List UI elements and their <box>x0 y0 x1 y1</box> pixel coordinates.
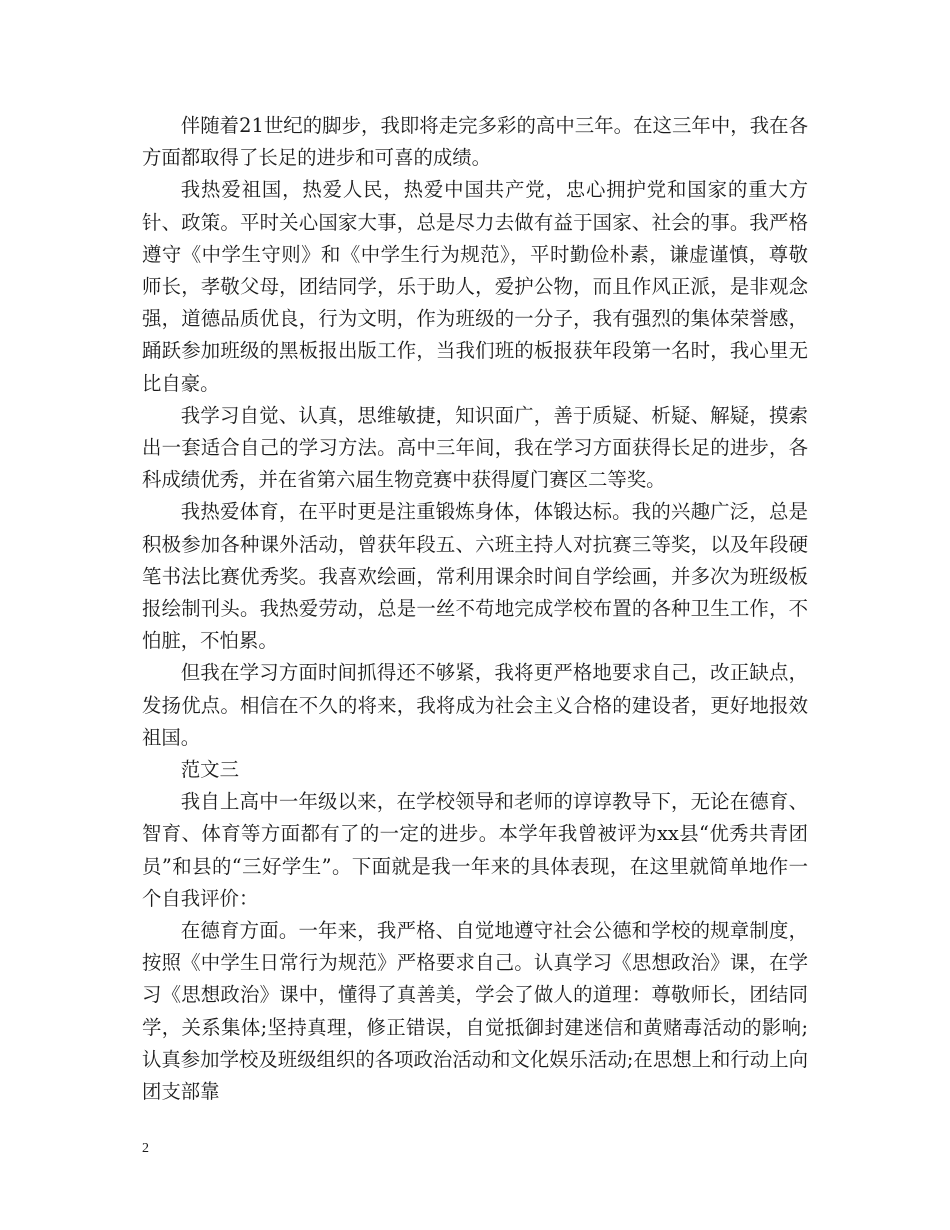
page-number: 2 <box>142 1141 149 1156</box>
paragraph: 但我在学习方面时间抓得还不够紧，我将更严格地要求自己，改正缺点，发扬优点。相信在不久的将来，我将成为社会主义合格的建设者，更好地报效祖国。 <box>142 661 808 749</box>
paragraph: 我热爱体育，在平时更是注重锻炼身体，体锻达标。我的兴趣广泛，总是积极参加各种课外活动，曾获年段五、六班主持人对抗赛三等奖，以及年段硬笔书法比赛优秀奖。我喜欢绘画，常利用课余时间自学绘画，并多次为班级板报绘制刊头。我热爱劳动，总是一丝不苟地完成学校布置的各种卫生工作，不怕脏，不怕累。 <box>142 500 808 653</box>
paragraph: 我自上高中一年级以来，在学校领导和老师的谆谆教导下，无论在德育、智育、体育等方面都有了的一定的进步。本学年我曾被评为xx县“优秀共青团员”和县的“三好学生”。下面就是我一年来的具体表现，在这里就简单地作一个自我评价： <box>142 790 808 910</box>
section-heading: 范文三 <box>180 758 239 782</box>
paragraph: 我学习自觉、认真，思维敏捷，知识面广，善于质疑、析疑、解疑，摸索出一套适合自己的学习方法。高中三年间，我在学习方面获得长足的进步，各科成绩优秀，并在省第六届生物竞赛中获得厦门赛区二等奖。 <box>142 403 808 492</box>
paragraph: 我热爱祖国，热爱人民，热爱中国共产党，忠心拥护党和国家的重大方针、政策。平时关心国家大事，总是尽力去做有益于国家、社会的事。我严格遵守《中学生守则》和《中学生行为规范》，平时勤俭朴素，谦虚谨慎，尊敬师长，孝敬父母，团结同学，乐于助人，爱护公物，而且作风正派，是非观念强，道德品质优良，行为文明，作为班级的一分子，我有强烈的集体荣誉感，踊跃参加班级的黑板报出版工作，当我们班的板报获年段第一名时，我心里无比自豪。 <box>142 178 808 395</box>
paragraph: 伴随着21世纪的脚步，我即将走完多彩的高中三年。在这三年中，我在各方面都取得了长足的进步和可喜的成绩。 <box>142 114 808 170</box>
document-body <box>142 110 808 1108</box>
paragraph: 在德育方面。一年来，我严格、自觉地遵守社会公德和学校的规章制度，按照《中学生日常行为规范》严格要求自己。认真学习《思想政治》课，在学习《思想政治》课中，懂得了真善美，学会了做人的道理：尊敬师长，团结同学，关系集体;坚持真理，修正错误，自觉抵御封建迷信和黄赌毒活动的影响;认真参加学校及班级组织的各项政治活动和文化娱乐活动;在思想上和行动上向团支部靠 <box>142 919 808 1104</box>
